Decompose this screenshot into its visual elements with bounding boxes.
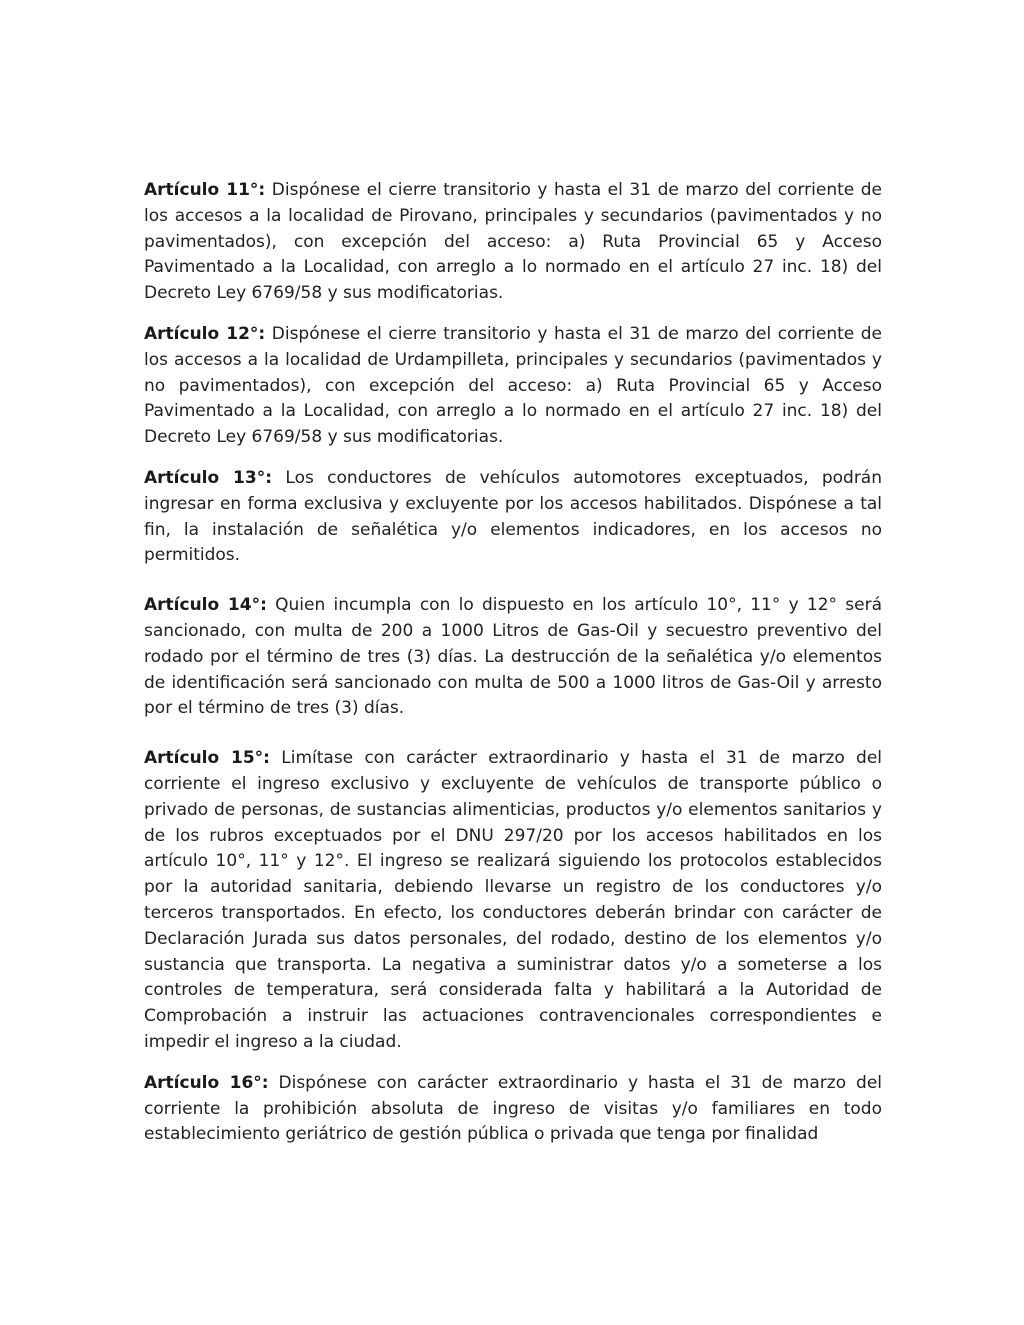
article-16 [144,1071,882,1148]
article-12 [144,322,882,451]
article-heading: Artículo 11°: [144,180,266,200]
article-heading: Artículo 12°: [144,323,266,344]
article-heading: Artículo 14°: [144,595,267,616]
article-body: Dispónese el cierre transitorio y hasta el 31 de marzo del corriente de los accesos a la localidad de Pirovano, principales y secundarios (pavimentados y no pavimentados), con excepción del acceso: a) Ruta Provincial 65 y Acceso Pavimentado a la Localidad, con arreglo a lo normado en el artículo 27 inc. 18) del Decreto Ley 6769/58 y sus modificatorias. [144,180,883,304]
article-11 [144,178,882,307]
article-body: Limítase con carácter extraordinario y hasta el 31 de marzo del corriente el ingreso exclusivo y excluyente de vehículos de transporte público o privado de personas, de sustancias alimenticias, productos y/o elementos sanitarios y de los rubros exceptuados por el DNU 297/20 por los accesos habilitados en los artículo 10°, 11° y 12°. El ingreso se realizará siguiendo los protocolos establecidos por la autoridad sanitaria, debiendo llevarse un registro de los conductores y/o terceros transportados. En efecto, los conductores deberán brindar con carácter de Declaración Jurada sus datos personales, del rodado, destino de los elementos y/o sustancia que transporta. La negativa a suministrar datos y/o a someterse a los controles de temperatura, será considerada falta y habilitará a la Autoridad de Comprobación a instruir las actuaciones contravencionales correspondientes e impedir el ingreso a la ciudad. [144,748,883,1052]
article-body: Quien incumpla con lo dispuesto en los artículo 10°, 11° y 12° será sancionado, con multa de 200 a 1000 Litros de Gas-Oil y secuestro preventivo del rodado por el término de tres (3) días. La destrucción de la señalética y/o elementos de identificación será sancionado con multa de 500 a 1000 litros de Gas-Oil y arresto por el término de tres (3) días. [144,595,883,719]
article-heading: Artículo 15°: [144,748,270,769]
article-body: Los conductores de vehículos automotores exceptuados, podrán ingresar en forma exclusiva y excluyente por los accesos habilitados. Dispónese a tal fin, la instalación de señalética y/o elementos indicadores, en los accesos no permitidos. [144,467,882,566]
article-body: Dispónese el cierre transitorio y hasta el 31 de marzo del corriente de los accesos a la localidad de Urdampilleta, principales y secundarios (pavimentados y no pavimentados), con excepción del acceso: a) Ruta Provincial 65 y Acceso Pavimentado a la Localidad, con arreglo a lo normado en el artículo 27 inc. 18) del Decreto Ley 6769/58 y sus modificatorias. [144,323,883,448]
document-page [144,178,882,1148]
article-body: Dispónese con carácter extraordinario y hasta el 31 de marzo del corriente la prohibición absoluta de ingreso de visitas y/o familiares en todo establecimiento geriátrico de gestión pública o privada que tenga por finalidad [144,1072,882,1145]
article-heading: Artículo 13°: [144,467,273,488]
article-14 [144,593,882,722]
article-15 [144,746,882,1056]
article-heading: Artículo 16°: [144,1072,269,1093]
article-13 [144,466,882,569]
